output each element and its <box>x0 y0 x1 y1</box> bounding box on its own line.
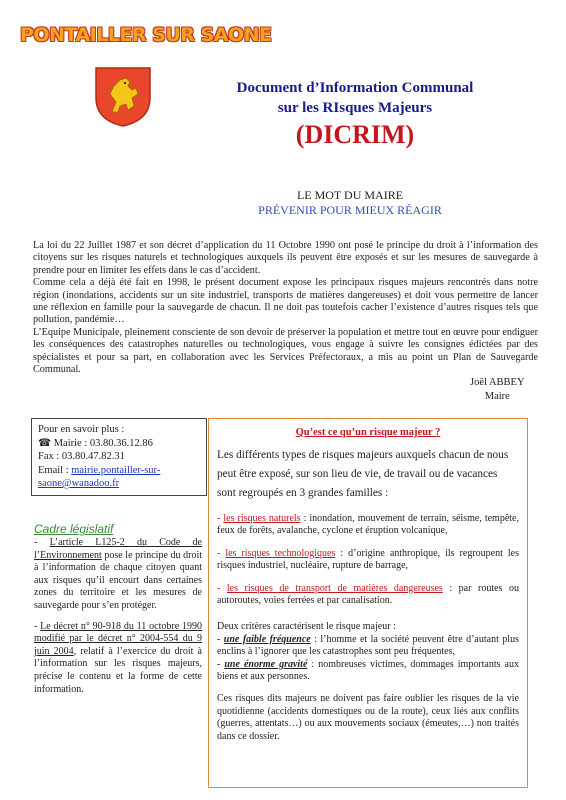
dash: - <box>34 620 41 632</box>
mot-heading: LE MOT DU MAIRE <box>296 188 404 202</box>
email-label: Email : <box>38 464 72 476</box>
criterion-label: une énorme gravité <box>224 658 308 670</box>
criterion-frequency: - une faible fréquence : l’homme et la société peuvent être d’autant plus enclins à l’ignorer que les catastrophes sont peu fréquentes, <box>217 633 519 658</box>
title-line-1: Document d’Information Communal <box>236 80 474 96</box>
family-text: : par routes ou autoroutes, voies ferrées et par canalisation. <box>217 582 519 607</box>
contact-phone: ☎ Mairie : 03.80.36.12.86 <box>38 437 153 449</box>
family-label: les risques naturels <box>223 513 301 524</box>
criterion-text: : nombreuses victimes, dommages importants aux biens et aux personnes. <box>217 658 519 683</box>
intro-paragraph: L’Equipe Municipale, pleinement consciente de son devoir de préserver la population et mettre tout en œuvre pour endiguer les conséquences des catastrophes naturelles ou technologiques, vous engage à suivre les consignes édictées par des spécialistes et pour sa part, en collaboration avec les Services Préfectoraux, a mis au point un Plan de Sauvegarde Communal. <box>33 326 538 376</box>
intro-paragraph: Comme cela a déjà été fait en 1998, le présent document expose les principaux risques majeurs rencontrés dans notre région (inondations, accidents sur un site industriel, transports de matières dangereuses) et doit vous permettre de lancer une réflexion en famille pour la sauvegarde de chacun. Il ne doit pas toutefois cacher l’existence d’autres risques tels que pollution, pandémie… <box>33 277 538 326</box>
risk-lead: Les différents types de risques majeurs auxquels chacun de nous peut être exposé, sur son lieu de vie, de travail ou de vacances sont regroupés en 3 grandes familles : <box>217 449 509 499</box>
dicrim-acronym: (DICRIM) <box>295 120 415 149</box>
criterion-text: : l’homme et la société peuvent être d’autant plus enclins à l’ignorer que les catastrophes sont peu fréquentes, <box>217 633 519 658</box>
criterion-label: une faible fréquence <box>223 633 311 645</box>
contact-fax: Fax : 03.80.47.82.31 <box>38 451 125 462</box>
family-label: les risques technologiques <box>225 547 336 559</box>
cadre-title: Cadre législatif <box>34 522 114 536</box>
risk-closing: Ces risques dits majeurs ne doivent pas faire oublier les risques de la vie quotidienne (accidents domestiques ou de la route), ceux liés aux conflits (guerres, attentats…) ou aux mouvements sociaux (émeutes,…) non traités dans ce dossier. <box>217 693 519 742</box>
criteria <box>217 621 519 683</box>
cadre-text-2: , relatif à l’exercice du droit à l’information sur les risques majeurs, précise le contenu et la forme de cette information. <box>34 645 202 695</box>
criteria-intro: Deux critères caractérisent le risque majeur : <box>217 621 396 633</box>
family-text: : d’origine anthropique, ils regroupent les risques industriel, nucléaire, rupture de barrage, <box>217 547 519 572</box>
risk-box-title: Qu’est ce qu’un risque majeur ? <box>295 427 441 438</box>
signature-role: Maire <box>484 391 510 402</box>
email-link[interactable]: mairie.pontailler-sur-saone@wanadoo.fr <box>38 464 161 489</box>
cadre-paragraph <box>34 537 202 613</box>
lion-coat-of-arms-icon <box>92 64 154 128</box>
family-technological: - les risques technologiques : d’origine anthropique, ils regroupent les risques industriel, nucléaire, rupture de barrage, <box>217 547 519 572</box>
signature <box>470 376 525 404</box>
family-transport: - les risques de transport de matières dangereuses : par routes ou autoroutes, voies ferrées et par canalisation. <box>217 582 519 607</box>
family-text: : inondation, mouvement de terrain, séisme, tempête, feux de forêts, avalanche, cyclone et éruption volcanique, <box>217 513 519 537</box>
document-title <box>205 78 505 118</box>
family-label: les risques de transport de matières dangereuses <box>226 582 443 594</box>
contact-box <box>31 418 207 496</box>
mot-subheading: PRÉVENIR POUR MIEUX RÉAGIR <box>258 203 442 217</box>
mayor-word-heading <box>150 188 550 218</box>
cadre-paragraph <box>34 621 202 697</box>
article-reference: L’article L125-2 du Code de l’Environnement <box>34 537 202 561</box>
family-natural: - les risques naturels : inondation, mouvement de terrain, séisme, tempête, feux de forêts, avalanche, cyclone et éruption volcanique, <box>217 513 519 537</box>
contact-email-row <box>38 464 200 491</box>
criterion-gravity: - une énorme gravité : nombreuses victimes, dommages importants aux biens et aux personnes. <box>217 658 519 683</box>
signature-name: Joël ABBEY <box>470 377 525 388</box>
dash: - <box>34 537 50 548</box>
cadre-text <box>34 537 202 704</box>
cadre-text-1: pose le principe du droit à l’information de chaque citoyen quant aux risques qu’il encourt dans certaines zones du territoire et les mesures de sauvegarde pour s’en protéger. <box>34 549 202 611</box>
decree-reference: Le décret n° 90-918 du 11 octobre 1990 modifié par le décret n° 2004-554 du 9 juin 2004 <box>34 620 202 657</box>
title-line-2: sur les RIsques Majeurs <box>277 100 433 116</box>
contact-title: Pour en savoir plus : <box>38 424 125 435</box>
town-name: PONTAILLER SUR SAONE <box>20 24 272 46</box>
risk-box <box>208 418 528 788</box>
intro-text <box>33 240 538 376</box>
intro-paragraph: La loi du 22 Juillet 1987 et son décret d’application du 11 Octobre 1990 ont posé le principe du droit à l’information des citoyens sur les risques naturels et technologiques auxquels ils peuvent être exposés et sur les mesures de sauvegarde à prendre pour en limiter les effets dans le cas d’accident. <box>33 240 538 276</box>
